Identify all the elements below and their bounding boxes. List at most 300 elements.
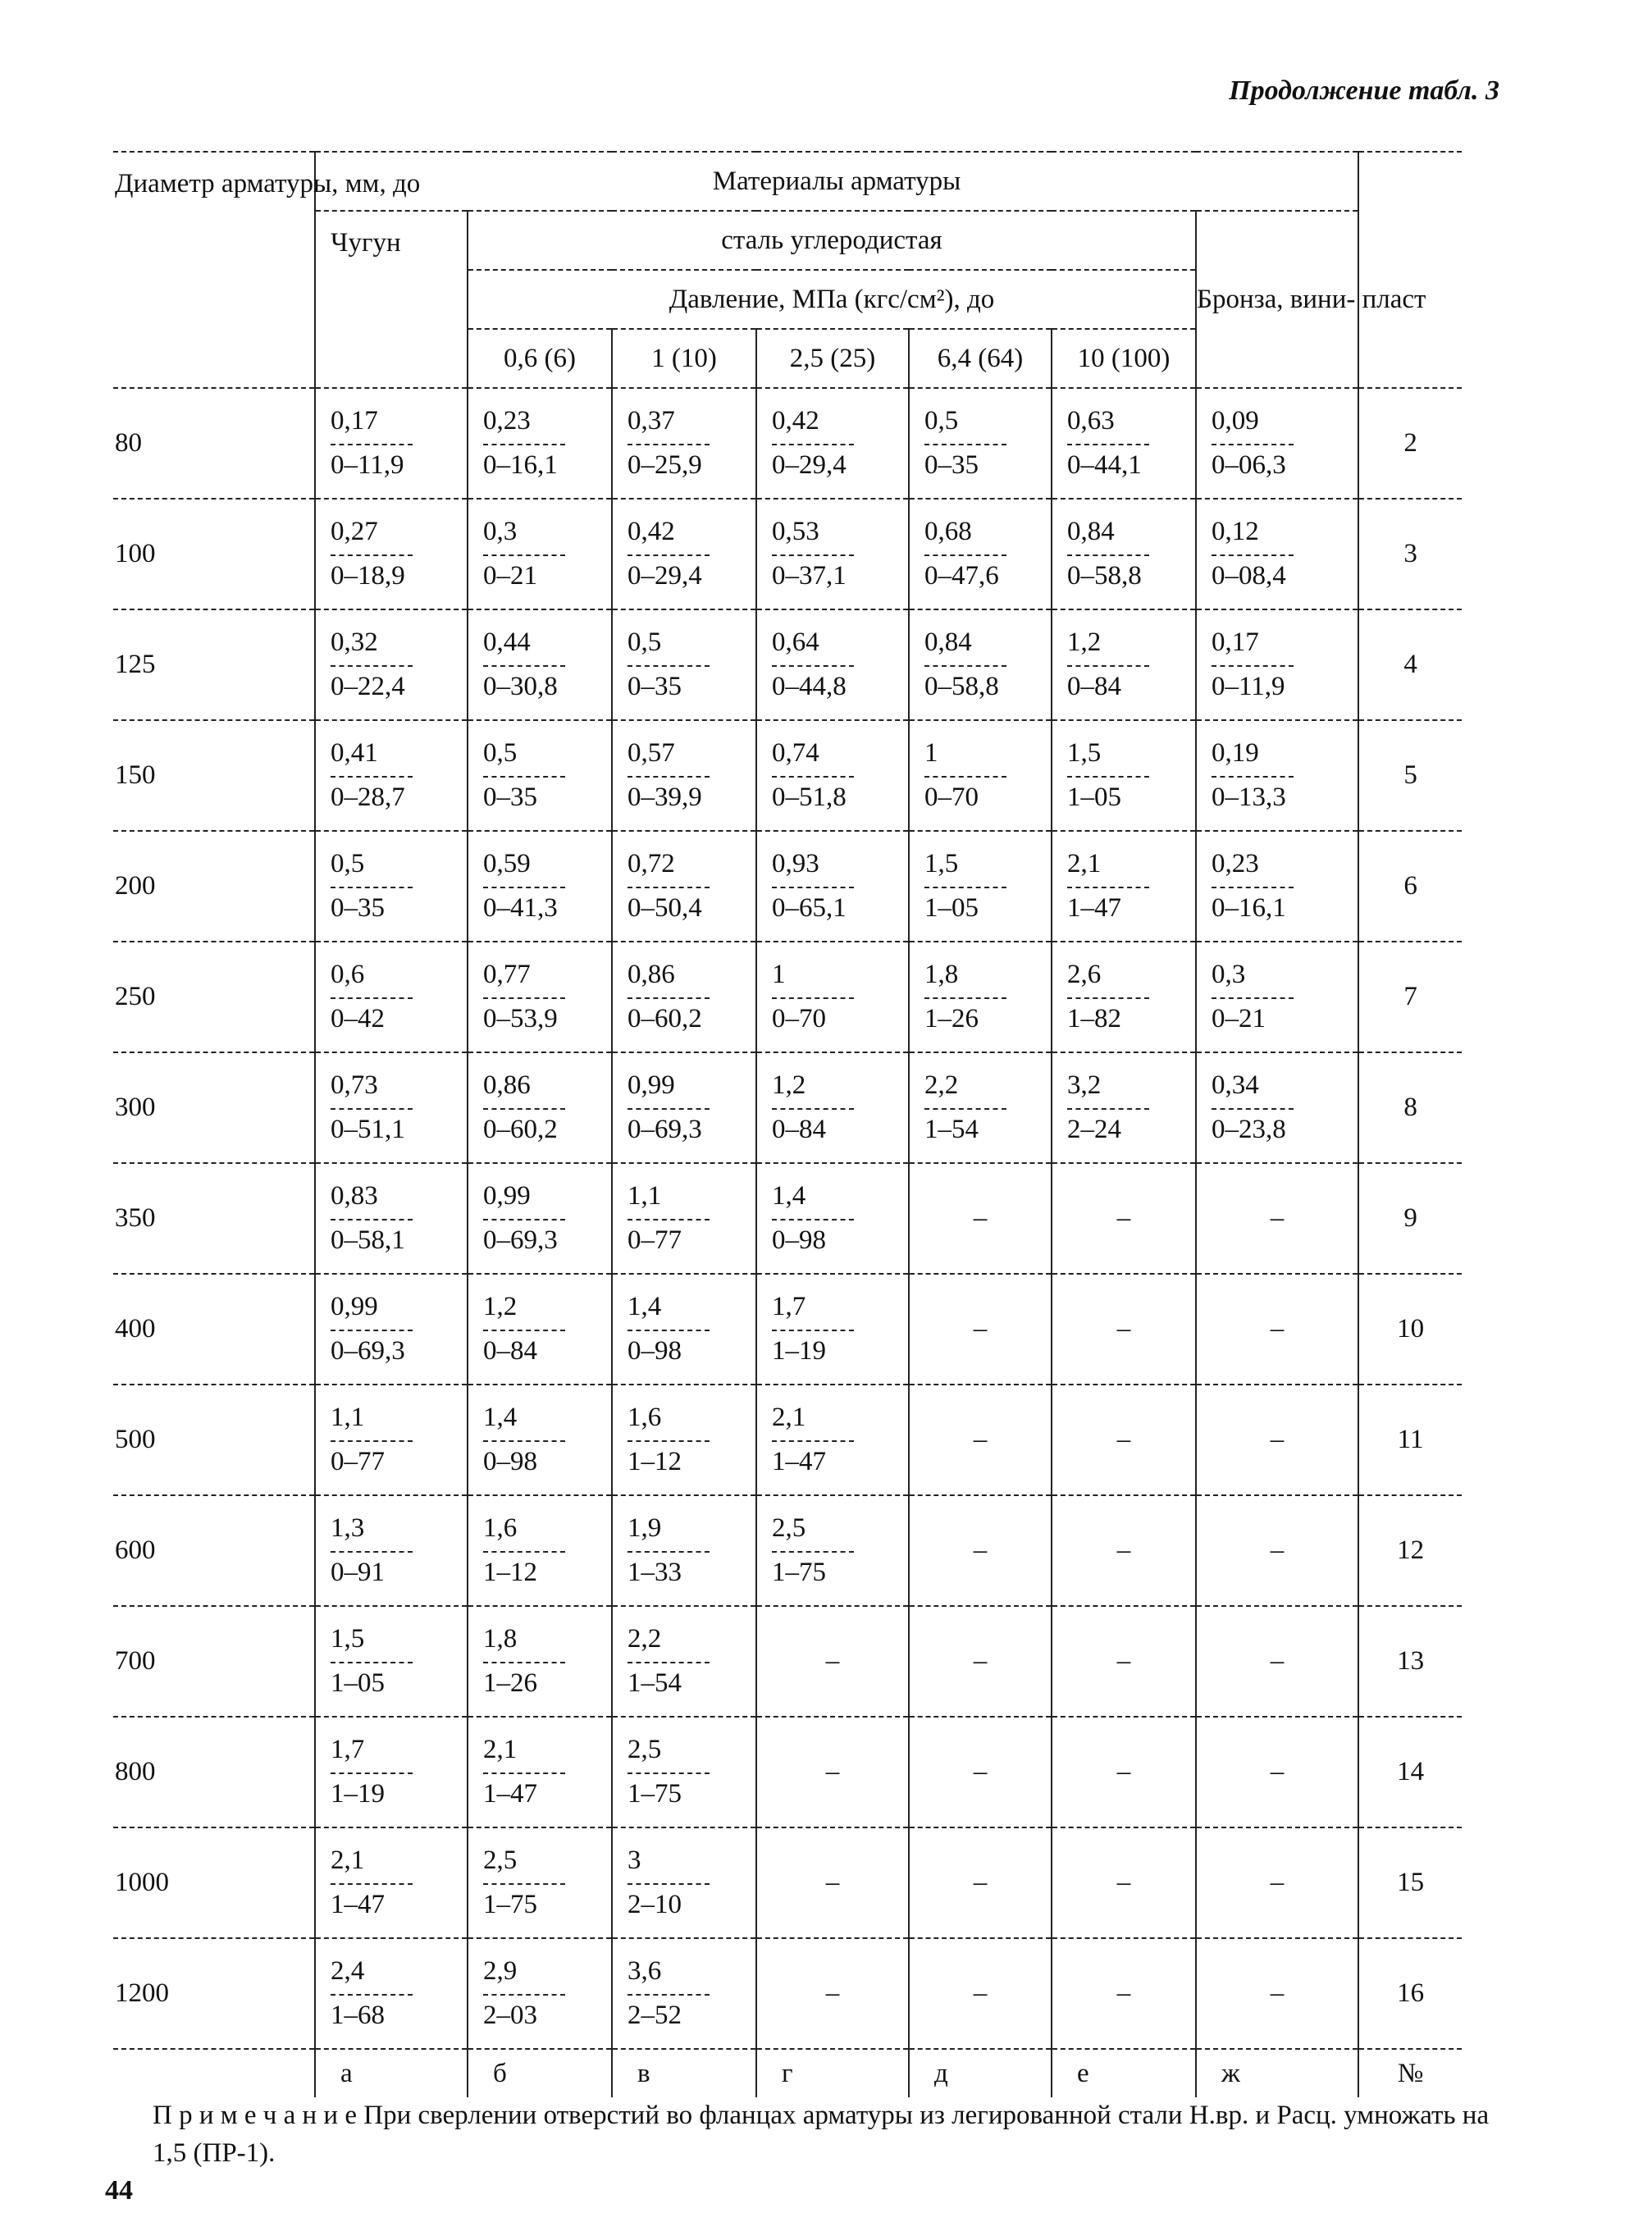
fraction-divider xyxy=(772,444,854,445)
price-value: 0–16,1 xyxy=(1212,892,1286,923)
fraction-divider xyxy=(1067,776,1149,778)
norm-cell xyxy=(612,1717,756,1827)
norm-cell xyxy=(1196,1495,1358,1606)
diameter-cell: 100 xyxy=(113,499,315,609)
empty-dash: – xyxy=(1270,1757,1285,1786)
fraction-divider xyxy=(331,1994,413,1996)
column-letters-row xyxy=(113,2049,1462,2097)
price-value: 0–11,9 xyxy=(331,449,404,480)
price-value: 0–77 xyxy=(627,1225,682,1255)
norm-cell xyxy=(756,388,909,499)
time-norm-value: 0,86 xyxy=(627,959,675,989)
time-norm-value: 2,5 xyxy=(483,1845,518,1875)
time-norm-value: 2,5 xyxy=(772,1512,806,1543)
empty-dash: – xyxy=(1116,1646,1131,1676)
price-value: 0–44,8 xyxy=(772,671,847,701)
time-norm-value: 1,2 xyxy=(483,1291,518,1321)
fraction-divider xyxy=(331,1551,413,1553)
norm-cell xyxy=(1196,1052,1358,1163)
empty-dash: – xyxy=(1116,1757,1131,1786)
empty-dash: – xyxy=(1270,1535,1285,1565)
fraction-divider xyxy=(772,997,854,999)
fraction-divider xyxy=(331,1662,413,1663)
norm-cell xyxy=(315,1938,468,2049)
norm-cell xyxy=(909,1606,1052,1717)
norm-cell xyxy=(315,609,468,720)
time-norm-value: 1,2 xyxy=(1067,627,1102,657)
norm-cell xyxy=(1196,1274,1358,1385)
norm-cell xyxy=(315,1385,468,1495)
fraction-divider xyxy=(627,1108,710,1110)
empty-dash: – xyxy=(973,1868,988,1897)
norm-cell xyxy=(1196,1385,1358,1495)
price-value: 0–25,9 xyxy=(627,449,702,480)
price-value: 0–98 xyxy=(627,1335,682,1366)
row-number-cell: 3 xyxy=(1358,499,1462,609)
price-value: 0–29,4 xyxy=(627,560,702,591)
time-norm-value: 0,99 xyxy=(331,1291,378,1321)
fraction-divider xyxy=(924,554,1006,556)
price-value: 0–60,2 xyxy=(483,1114,558,1144)
norm-cell xyxy=(909,1717,1052,1827)
norm-cell xyxy=(315,1163,468,1274)
fraction-divider xyxy=(627,1440,710,1442)
table-row xyxy=(113,609,1462,720)
fraction-divider xyxy=(772,1219,854,1220)
norm-cell xyxy=(612,1495,756,1606)
fraction-divider xyxy=(483,1883,565,1885)
price-value: 1–75 xyxy=(627,1778,682,1809)
norm-cell xyxy=(315,1717,468,1827)
fraction-divider xyxy=(924,665,1006,667)
price-value: 2–24 xyxy=(1067,1114,1121,1144)
diameter-cell: 200 xyxy=(113,831,315,942)
row-number-cell: 8 xyxy=(1358,1052,1462,1163)
fraction-divider xyxy=(331,776,413,778)
norm-cell xyxy=(1196,1717,1358,1827)
norm-cell xyxy=(909,388,1052,499)
price-value: 0–60,2 xyxy=(627,1003,702,1033)
norm-cell xyxy=(1196,499,1358,609)
norm-cell xyxy=(1052,831,1196,942)
time-norm-value: 1,9 xyxy=(627,1512,662,1543)
fraction-divider xyxy=(627,1994,710,1996)
time-norm-value: 1,6 xyxy=(627,1402,662,1432)
price-value: 0–30,8 xyxy=(483,671,558,701)
empty-dash: – xyxy=(973,1978,988,2008)
norm-cell xyxy=(756,942,909,1052)
time-norm-value: 0,73 xyxy=(331,1070,378,1100)
time-norm-value: 0,99 xyxy=(627,1070,675,1100)
norm-cell xyxy=(468,942,612,1052)
price-value: 1–75 xyxy=(772,1557,826,1587)
time-norm-value: 3 xyxy=(627,1845,641,1875)
table-continuation-caption: Продолжение табл. 3 xyxy=(1229,75,1499,106)
empty-dash: – xyxy=(1116,1314,1131,1344)
diameter-cell: 80 xyxy=(113,388,315,499)
fraction-divider xyxy=(483,1994,565,1996)
price-value: 1–54 xyxy=(924,1114,979,1144)
row-number-cell: 5 xyxy=(1358,720,1462,831)
norm-cell xyxy=(468,1495,612,1606)
price-value: 0–41,3 xyxy=(483,892,558,923)
norm-cell xyxy=(612,831,756,942)
fraction-divider xyxy=(772,1551,854,1553)
diameter-cell: 700 xyxy=(113,1606,315,1717)
empty-dash: – xyxy=(973,1757,988,1786)
norm-cell xyxy=(756,609,909,720)
norm-cell xyxy=(1052,388,1196,499)
empty-dash: – xyxy=(1270,1425,1285,1454)
norm-cell xyxy=(1196,609,1358,720)
fraction-divider xyxy=(483,1108,565,1110)
price-value: 0–08,4 xyxy=(1212,560,1286,591)
time-norm-value: 0,6 xyxy=(331,959,365,989)
norm-cell xyxy=(1052,720,1196,831)
time-norm-value: 0,5 xyxy=(627,627,662,657)
table-row xyxy=(113,1495,1462,1606)
fraction-divider xyxy=(331,444,413,445)
time-norm-value: 0,37 xyxy=(627,405,675,436)
norm-cell xyxy=(756,1827,909,1938)
empty-dash: – xyxy=(825,1646,840,1676)
fraction-divider xyxy=(483,1330,565,1331)
fraction-divider xyxy=(331,1883,413,1885)
fraction-divider xyxy=(627,444,710,445)
diameter-cell: 150 xyxy=(113,720,315,831)
norm-cell xyxy=(468,1052,612,1163)
header-bronze-vinyl: Бронза, вини- пласт xyxy=(1196,211,1358,388)
norm-cell xyxy=(612,1163,756,1274)
table-row xyxy=(113,388,1462,499)
table-row xyxy=(113,1163,1462,1274)
row-number-cell: 9 xyxy=(1358,1163,1462,1274)
norm-cell xyxy=(909,499,1052,609)
time-norm-value: 0,5 xyxy=(924,405,959,436)
table-row xyxy=(113,1274,1462,1385)
row-number-cell: 14 xyxy=(1358,1717,1462,1827)
fraction-divider xyxy=(1067,887,1149,888)
price-value: 0–84 xyxy=(1067,671,1121,701)
fraction-divider xyxy=(772,1440,854,1442)
price-value: 1–05 xyxy=(331,1668,385,1698)
time-norm-value: 1,2 xyxy=(772,1070,806,1100)
fraction-divider xyxy=(1212,887,1294,888)
row-number-cell: 6 xyxy=(1358,831,1462,942)
row-number-cell: 15 xyxy=(1358,1827,1462,1938)
time-norm-value: 0,3 xyxy=(1212,959,1246,989)
fraction-divider xyxy=(1067,665,1149,667)
price-value: 1–05 xyxy=(1067,782,1121,812)
price-value: 0–35 xyxy=(483,782,537,812)
price-value: 0–77 xyxy=(331,1446,385,1476)
time-norm-value: 2,1 xyxy=(1067,848,1102,878)
fraction-divider xyxy=(627,554,710,556)
fraction-divider xyxy=(331,1330,413,1331)
price-value: 0–50,4 xyxy=(627,892,702,923)
time-norm-value: 1,8 xyxy=(924,959,959,989)
empty-dash: – xyxy=(973,1425,988,1454)
time-norm-value: 0,86 xyxy=(483,1070,531,1100)
time-norm-value: 1,3 xyxy=(331,1512,365,1543)
fraction-divider xyxy=(1212,776,1294,778)
time-norm-value: 0,53 xyxy=(772,516,819,546)
fraction-divider xyxy=(483,1440,565,1442)
time-norm-value: 2,1 xyxy=(772,1402,806,1432)
diameter-cell: 300 xyxy=(113,1052,315,1163)
time-norm-value: 0,42 xyxy=(772,405,819,436)
price-value: 1–47 xyxy=(772,1446,826,1476)
norm-cell xyxy=(1196,1163,1358,1274)
header-pressure-4: 10 (100) xyxy=(1052,329,1196,388)
time-norm-value: 0,68 xyxy=(924,516,972,546)
time-norm-value: 1,6 xyxy=(483,1512,518,1543)
norm-cell xyxy=(612,720,756,831)
fraction-divider xyxy=(627,1219,710,1220)
norm-cell xyxy=(468,499,612,609)
fraction-divider xyxy=(1067,1108,1149,1110)
price-value: 0–69,3 xyxy=(483,1225,558,1255)
time-norm-value: 0,83 xyxy=(331,1180,378,1211)
empty-dash: – xyxy=(1270,1978,1285,2008)
fraction-divider xyxy=(924,444,1006,445)
empty-dash: – xyxy=(1116,1868,1131,1897)
norm-cell xyxy=(468,609,612,720)
norm-cell xyxy=(612,609,756,720)
table-row xyxy=(113,831,1462,942)
empty-dash: – xyxy=(973,1535,988,1565)
empty-dash: – xyxy=(825,1868,840,1897)
price-value: 1–05 xyxy=(924,892,979,923)
norm-cell xyxy=(612,1606,756,1717)
norm-cell xyxy=(909,1274,1052,1385)
norm-cell xyxy=(1052,609,1196,720)
fraction-divider xyxy=(627,1662,710,1663)
price-value: 1–68 xyxy=(331,2000,385,2030)
time-norm-value: 0,64 xyxy=(772,627,819,657)
norm-cell xyxy=(1052,1717,1196,1827)
fraction-divider xyxy=(483,554,565,556)
price-value: 0–39,9 xyxy=(627,782,702,812)
fraction-divider xyxy=(772,887,854,888)
norm-cell xyxy=(468,1717,612,1827)
row-number-cell: 10 xyxy=(1358,1274,1462,1385)
fraction-divider xyxy=(627,1772,710,1774)
price-value: 1–75 xyxy=(483,1889,537,1919)
empty-dash: – xyxy=(1270,1314,1285,1344)
time-norm-value: 0,84 xyxy=(1067,516,1115,546)
diameter-cell: 350 xyxy=(113,1163,315,1274)
header-cast-iron: Чугун xyxy=(315,211,468,388)
table-row xyxy=(113,1717,1462,1827)
price-value: 0–65,1 xyxy=(772,892,847,923)
header-diameter: Диаметр арматуры, мм, до xyxy=(113,152,315,388)
norm-cell xyxy=(909,1827,1052,1938)
header-pressure-1: 1 (10) xyxy=(612,329,756,388)
price-value: 0–16,1 xyxy=(483,449,558,480)
time-norm-value: 0,09 xyxy=(1212,405,1259,436)
column-letter: № xyxy=(1358,2049,1462,2097)
price-value: 0–23,8 xyxy=(1212,1114,1286,1144)
column-letter: в xyxy=(612,2049,756,2097)
norm-cell xyxy=(1196,942,1358,1052)
norm-cell xyxy=(612,1827,756,1938)
time-norm-value: 2,5 xyxy=(627,1734,662,1764)
header-row-number-blank xyxy=(1358,152,1462,388)
price-value: 1–33 xyxy=(627,1557,682,1587)
fraction-divider xyxy=(627,887,710,888)
header-pressure-3: 6,4 (64) xyxy=(909,329,1052,388)
price-value: 0–18,9 xyxy=(331,560,405,591)
norm-cell xyxy=(1196,831,1358,942)
price-value: 1–19 xyxy=(772,1335,826,1366)
column-letter: д xyxy=(909,2049,1052,2097)
time-norm-value: 0,17 xyxy=(331,405,378,436)
fraction-divider xyxy=(483,997,565,999)
norm-cell xyxy=(756,499,909,609)
fraction-divider xyxy=(772,776,854,778)
table-row xyxy=(113,1385,1462,1495)
norms-table xyxy=(113,151,1462,2097)
diameter-cell: 500 xyxy=(113,1385,315,1495)
fraction-divider xyxy=(627,665,710,667)
fraction-divider xyxy=(331,1772,413,1774)
row-number-cell: 11 xyxy=(1358,1385,1462,1495)
norm-cell xyxy=(612,1274,756,1385)
time-norm-value: 0,74 xyxy=(772,737,819,768)
norm-cell xyxy=(1052,1495,1196,1606)
time-norm-value: 0,17 xyxy=(1212,627,1259,657)
time-norm-value: 0,84 xyxy=(924,627,972,657)
price-value: 0–84 xyxy=(772,1114,826,1144)
empty-dash: – xyxy=(1116,1535,1131,1565)
price-value: 0–47,6 xyxy=(924,560,999,591)
norm-cell xyxy=(315,831,468,942)
fraction-divider xyxy=(772,1108,854,1110)
diameter-cell: 250 xyxy=(113,942,315,1052)
fraction-divider xyxy=(483,887,565,888)
fraction-divider xyxy=(483,444,565,445)
time-norm-value: 0,32 xyxy=(331,627,378,657)
price-value: 0–06,3 xyxy=(1212,449,1286,480)
fraction-divider xyxy=(1212,444,1294,445)
time-norm-value: 0,34 xyxy=(1212,1070,1259,1100)
column-letter: е xyxy=(1052,2049,1196,2097)
time-norm-value: 1,7 xyxy=(331,1734,365,1764)
norm-cell xyxy=(315,1052,468,1163)
header-pressure-2: 2,5 (25) xyxy=(756,329,909,388)
time-norm-value: 1 xyxy=(924,737,938,768)
norm-cell xyxy=(756,1938,909,2049)
empty-dash: – xyxy=(1270,1868,1285,1897)
price-value: 0–13,3 xyxy=(1212,782,1286,812)
norm-cell xyxy=(1196,388,1358,499)
norm-cell xyxy=(1052,1385,1196,1495)
diameter-cell: 1000 xyxy=(113,1827,315,1938)
time-norm-value: 0,23 xyxy=(1212,848,1259,878)
price-value: 0–35 xyxy=(331,892,385,923)
price-value: 1–47 xyxy=(331,1889,385,1919)
fraction-divider xyxy=(772,1330,854,1331)
empty-dash: – xyxy=(973,1314,988,1344)
empty-dash: – xyxy=(973,1646,988,1676)
norm-cell xyxy=(468,388,612,499)
norm-cell xyxy=(1052,499,1196,609)
empty-dash: – xyxy=(1270,1203,1285,1233)
time-norm-value: 2,1 xyxy=(331,1845,365,1875)
norm-cell xyxy=(315,388,468,499)
norm-cell xyxy=(612,942,756,1052)
norm-cell xyxy=(756,1495,909,1606)
norm-cell xyxy=(756,1606,909,1717)
fraction-divider xyxy=(924,997,1006,999)
norm-cell xyxy=(315,1827,468,1938)
time-norm-value: 1,4 xyxy=(772,1180,806,1211)
norm-cell xyxy=(756,1274,909,1385)
price-value: 0–58,8 xyxy=(1067,560,1142,591)
fraction-divider xyxy=(1212,665,1294,667)
price-value: 1–82 xyxy=(1067,1003,1121,1033)
norm-cell xyxy=(612,1938,756,2049)
price-value: 0–35 xyxy=(627,671,682,701)
time-norm-value: 0,27 xyxy=(331,516,378,546)
fraction-divider xyxy=(627,997,710,999)
empty-dash: – xyxy=(1116,1203,1131,1233)
diameter-cell: 125 xyxy=(113,609,315,720)
diameter-cell: 400 xyxy=(113,1274,315,1385)
time-norm-value: 0,93 xyxy=(772,848,819,878)
fraction-divider xyxy=(331,1440,413,1442)
time-norm-value: 1,5 xyxy=(924,848,959,878)
empty-dash: – xyxy=(825,1757,840,1786)
time-norm-value: 3,6 xyxy=(627,1955,662,1986)
norm-cell xyxy=(756,831,909,942)
price-value: 0–21 xyxy=(1212,1003,1266,1033)
fraction-divider xyxy=(1212,997,1294,999)
norm-cell xyxy=(1052,1274,1196,1385)
price-value: 0–58,8 xyxy=(924,671,999,701)
fraction-divider xyxy=(483,1772,565,1774)
norm-cell xyxy=(1196,1827,1358,1938)
norm-cell xyxy=(315,720,468,831)
column-letter: г xyxy=(756,2049,909,2097)
time-norm-value: 0,59 xyxy=(483,848,531,878)
norm-cell xyxy=(468,1274,612,1385)
table-row xyxy=(113,942,1462,1052)
time-norm-value: 0,99 xyxy=(483,1180,531,1211)
fraction-divider xyxy=(331,997,413,999)
norm-cell xyxy=(909,720,1052,831)
norm-cell xyxy=(612,1052,756,1163)
norm-cell xyxy=(612,499,756,609)
norm-cell xyxy=(315,1606,468,1717)
row-number-cell: 2 xyxy=(1358,388,1462,499)
page-number: 44 xyxy=(105,2175,133,2206)
price-value: 0–37,1 xyxy=(772,560,847,591)
empty-dash: – xyxy=(973,1203,988,1233)
price-value: 0–69,3 xyxy=(331,1335,405,1366)
diameter-cell: 1200 xyxy=(113,1938,315,2049)
fraction-divider xyxy=(483,1551,565,1553)
norm-cell xyxy=(1052,1938,1196,2049)
fraction-divider xyxy=(924,887,1006,888)
time-norm-value: 1,4 xyxy=(627,1291,662,1321)
price-value: 2–03 xyxy=(483,2000,537,2030)
price-value: 1–26 xyxy=(483,1668,537,1698)
column-letters-blank xyxy=(113,2049,315,2097)
norm-cell xyxy=(1052,1827,1196,1938)
fraction-divider xyxy=(772,554,854,556)
